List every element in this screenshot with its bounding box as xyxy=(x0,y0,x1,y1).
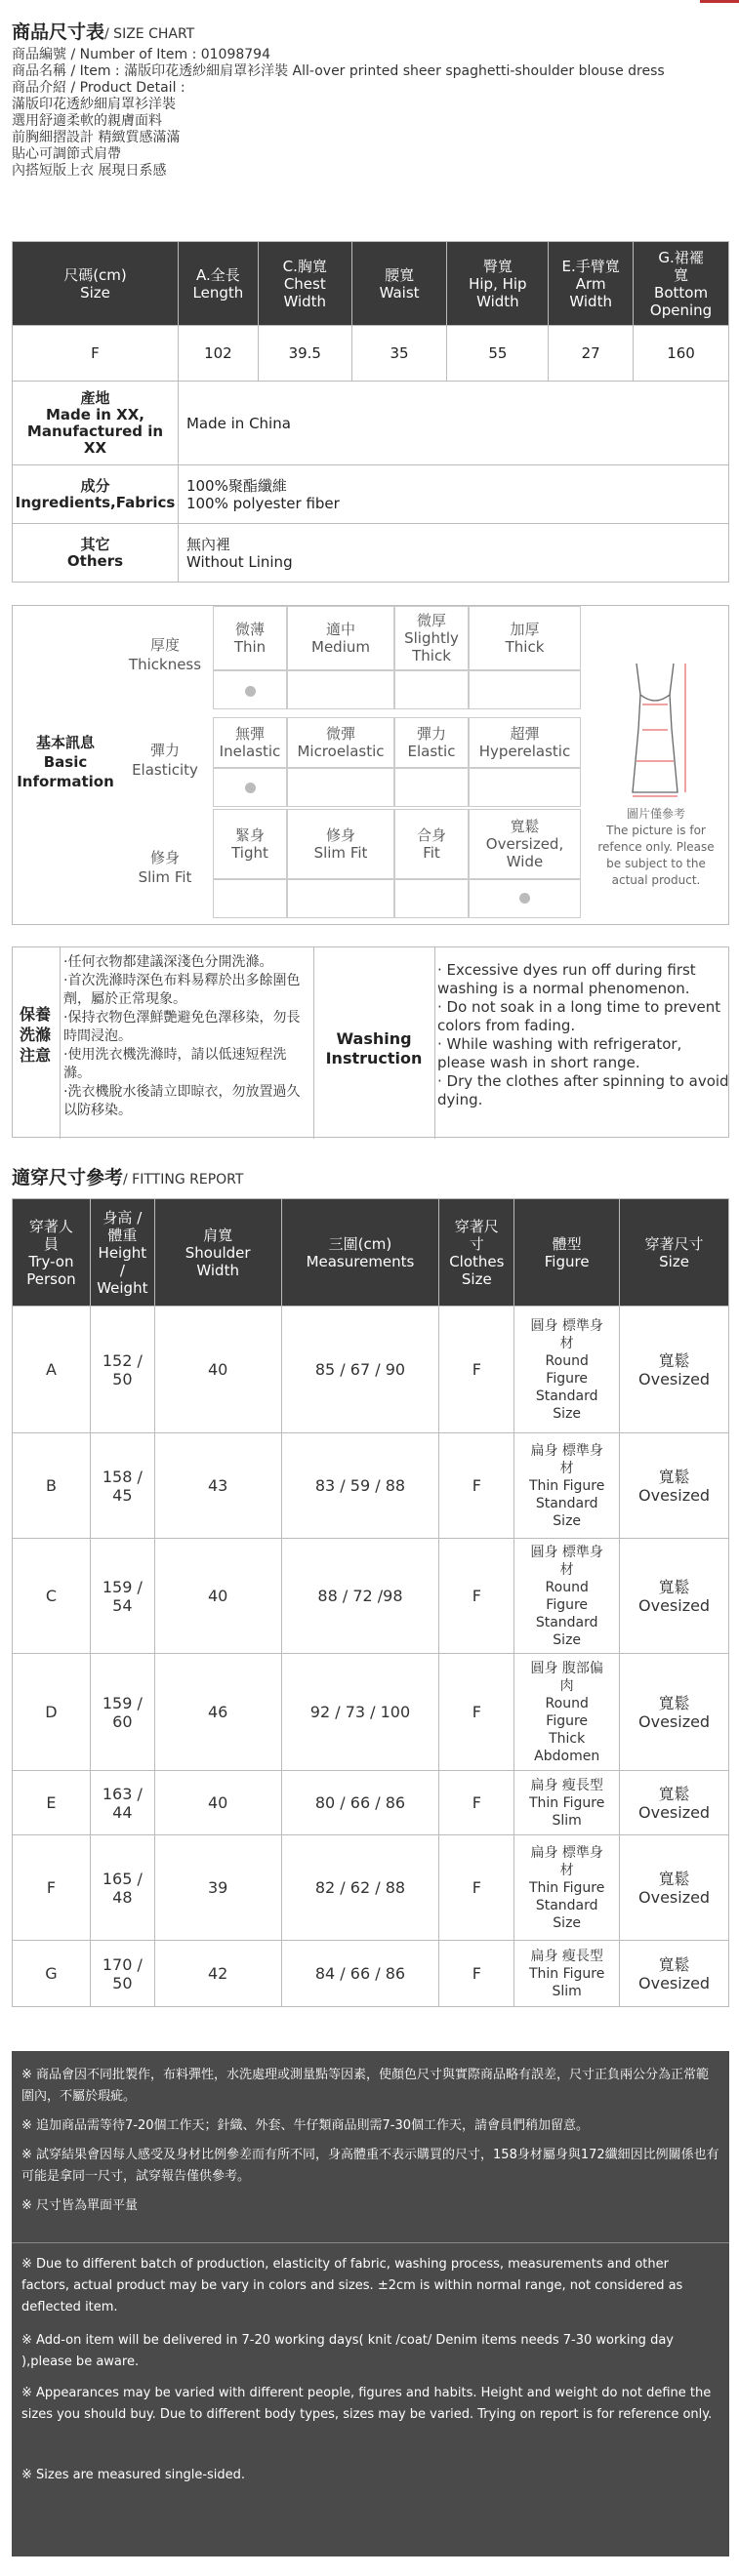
cell-figure: 扁身 標準身 材 Thin Figure Standard Size xyxy=(514,1835,620,1941)
dress-diagram-icon xyxy=(597,656,713,802)
cell-clothes-size: F xyxy=(439,1771,514,1835)
detail-line: 內搭短版上衣 展現日系感 xyxy=(12,163,167,179)
size-table xyxy=(12,241,729,583)
header-waist: 腰寬 Waist xyxy=(351,242,447,326)
cell-shoulder: 42 xyxy=(154,1941,281,2007)
cell-shoulder: 40 xyxy=(154,1307,281,1433)
size-chart-subtitle: / SIZE CHART xyxy=(104,26,195,42)
thickness-label: 厚度 Thickness xyxy=(128,636,202,673)
cell-measurements: 88 / 72 /98 xyxy=(281,1539,439,1654)
cell-person: E xyxy=(13,1771,91,1835)
elasticity-mark-cell xyxy=(469,768,581,807)
cell-person: B xyxy=(13,1433,91,1539)
detail-line: 貼心可調節式肩帶 xyxy=(12,146,121,162)
cell-figure: 圓身 標準身 材 Round Figure Standard Size xyxy=(514,1539,620,1654)
fitting-row xyxy=(13,1307,729,1433)
cell-figure: 圓身 標準身 材 Round Figure Standard Size xyxy=(514,1307,620,1433)
others-value: 無內裡 Without Lining xyxy=(178,524,728,583)
cell-measurements: 85 / 67 / 90 xyxy=(281,1307,439,1433)
notes-divider xyxy=(12,2242,729,2243)
header-chest: C.胸寬 Chest Width xyxy=(258,242,351,326)
fit-label: 修身 Slim Fit xyxy=(138,849,192,886)
fit-mark-cell xyxy=(287,879,394,918)
size-chart-title: 商品尺寸表 xyxy=(12,21,105,43)
cell-figure: 圓身 腹部偏 肉 Round Figure Thick Abdomen xyxy=(514,1654,620,1771)
fit-selected-dot xyxy=(519,893,530,904)
washing-en-list: · Excessive dyes run off during first washing is a normal phenomenon. · Do not soak in a long time to prevent colors from fading. · While washing with refrigerator, please wash in short range. · Dry the clothes after spinning to avoid dying. xyxy=(437,961,729,1108)
basic-info-title: 基本訊息 Basic Information xyxy=(17,734,114,790)
cell-wear-size: 寬鬆 Ovesized xyxy=(620,1539,729,1654)
divider xyxy=(434,947,435,1139)
cell-person: G xyxy=(13,1941,91,2007)
elasticity-option: 彈力 Elastic xyxy=(394,717,469,768)
cell-clothes-size: F xyxy=(439,1539,514,1654)
header-person: 穿著人 員 Try-on Person xyxy=(13,1199,91,1307)
cell-height-weight: 152 / 50 xyxy=(90,1307,154,1433)
fabric-value: 100%聚酯纖維 100% polyester fiber xyxy=(178,465,728,524)
fit-option: 緊身 Tight xyxy=(213,809,287,879)
thickness-mark-cell xyxy=(394,670,469,709)
header-wear-size: 穿著尺寸 Size xyxy=(620,1199,729,1307)
cell-bottom: 160 xyxy=(634,326,729,382)
note-en: ※ Due to different batch of production, elasticity of fabric, washing process, measurements and other factors, actual product may be vary in colors and sizes. ±2cm is within normal range, not considered as deflected item. xyxy=(21,2257,683,2314)
cell-clothes-size: F xyxy=(439,1941,514,2007)
origin-label: 產地 Made in XX, Manufactured in XX xyxy=(13,382,179,465)
cell-wear-size: 寬鬆 Ovesized xyxy=(620,1307,729,1433)
cell-measurements: 84 / 66 / 86 xyxy=(281,1941,439,2007)
elasticity-option: 無彈 Inelastic xyxy=(213,717,287,768)
cell-shoulder: 46 xyxy=(154,1654,281,1771)
cell-height-weight: 159 / 60 xyxy=(90,1654,154,1771)
elasticity-mark-cell xyxy=(394,768,469,807)
item-number: 商品編號 / Number of Item : 01098794 xyxy=(12,47,270,62)
cell-person: A xyxy=(13,1307,91,1433)
product-info xyxy=(12,47,729,180)
others-row xyxy=(13,524,729,583)
header-height-weight: 身高 / 體重 Height / Weight xyxy=(90,1199,154,1307)
cell-shoulder: 40 xyxy=(154,1539,281,1654)
header-size: 尺碼(cm) Size xyxy=(13,242,179,326)
thickness-option: 微厚 Slightly Thick xyxy=(394,606,469,670)
thickness-option: 適中 Medium xyxy=(287,606,394,670)
elasticity-selected-dot xyxy=(245,783,256,793)
cell-figure: 扁身 瘦長型 Thin Figure Slim xyxy=(514,1771,620,1835)
divider xyxy=(313,947,314,1139)
cell-clothes-size: F xyxy=(439,1654,514,1771)
notes-panel xyxy=(12,2051,729,2556)
cell-size: F xyxy=(13,326,179,382)
origin-row xyxy=(13,382,729,465)
cell-height-weight: 158 / 45 xyxy=(90,1433,154,1539)
header-measurements: 三圍(cm) Measurements xyxy=(281,1199,439,1307)
cell-person: F xyxy=(13,1835,91,1941)
fit-option: 合身 Fit xyxy=(394,809,469,879)
cell-hip: 55 xyxy=(447,326,549,382)
note-zh: ※ 試穿結果會因每人感受及身材比例參差而有所不同，身高體重不表示購買的尺寸，158身材屬身與172纖細因比例關係也有可能是拿同一尺寸，試穿報告僅供參考。 xyxy=(21,2148,719,2184)
fitting-row xyxy=(13,1941,729,2007)
header-hip: 臀寬 Hip, Hip Width xyxy=(447,242,549,326)
corner-accent xyxy=(700,0,739,3)
thickness-mark-cell xyxy=(287,670,394,709)
fit-mark-cell xyxy=(213,879,287,918)
cell-height-weight: 159 / 54 xyxy=(90,1539,154,1654)
note-zh: ※ 尺寸皆為單面平量 xyxy=(21,2198,139,2213)
page-title xyxy=(12,18,194,44)
washing-zh-list: ·任何衣物都建議深淺色分開洗滌。 ·首次洗滌時深色布料易釋於出多餘圍色劑，屬於正常現象。 ·保持衣物色澤鮮艷避免色澤移染，勿長時間浸泡。 ·使用洗衣機洗滌時，請以低速短程洗滌。 ·洗衣機脫水後請立即晾衣，勿放置過久以防移染。 xyxy=(63,954,301,1118)
header-bottom: G.裙襬 寬 Bottom Opening xyxy=(634,242,729,326)
cell-clothes-size: F xyxy=(439,1835,514,1941)
fabric-row xyxy=(13,465,729,524)
cell-wear-size: 寬鬆 Ovesized xyxy=(620,1771,729,1835)
header-shoulder: 肩寬 Shoulder Width xyxy=(154,1199,281,1307)
note-zh: ※ 商品會因不同批製作，布料彈性，水洗處理或測量點等因素，使顏色尺寸與實際商品略有誤差，尺寸正負兩公分為正常範圍內，不屬於瑕疵。 xyxy=(21,2068,710,2104)
cell-figure: 扁身 瘦長型 Thin Figure Slim xyxy=(514,1941,620,2007)
header-length: A.全長 Length xyxy=(178,242,258,326)
cell-wear-size: 寬鬆 Ovesized xyxy=(620,1835,729,1941)
cell-clothes-size: F xyxy=(439,1307,514,1433)
note-en: ※ Add-on item will be delivered in 7-20 working days( knit /coat/ Denim items needs 7-30 working day ),please be aware. xyxy=(21,2333,674,2369)
note-zh: ※ 追加商品需等待7-20個工作天；針織、外套、牛仔類商品則需7-30個工作天，請會員們稍加留意。 xyxy=(21,2118,590,2133)
cell-shoulder: 39 xyxy=(154,1835,281,1941)
fit-option: 修身 Slim Fit xyxy=(287,809,394,879)
thickness-mark-cell xyxy=(469,670,581,709)
cell-clothes-size: F xyxy=(439,1433,514,1539)
cell-length: 102 xyxy=(178,326,258,382)
divider xyxy=(60,947,61,1139)
cell-wear-size: 寬鬆 Ovesized xyxy=(620,1941,729,2007)
thickness-selected-dot xyxy=(245,686,256,697)
fitting-title: 適穿尺寸參考/ FITTING REPORT xyxy=(12,1167,244,1188)
cell-wear-size: 寬鬆 Ovesized xyxy=(620,1654,729,1771)
detail-line: 選用舒適柔軟的親膚面料 xyxy=(12,113,162,129)
detail-line: 前胸細摺設計 精緻質感滿滿 xyxy=(12,130,181,145)
washing-zh-title: 保養 洗滌 注意 xyxy=(19,1005,51,1065)
cell-person: C xyxy=(13,1539,91,1654)
elasticity-label: 彈力 Elasticity xyxy=(132,742,198,779)
cell-measurements: 92 / 73 / 100 xyxy=(281,1654,439,1771)
detail-title: 商品介紹 / Product Detail : xyxy=(12,80,185,96)
cell-wear-size: 寬鬆 Ovesized xyxy=(620,1433,729,1539)
header-clothes-size: 穿著尺 寸 Clothes Size xyxy=(439,1199,514,1307)
size-header-row xyxy=(13,242,729,326)
cell-measurements: 83 / 59 / 88 xyxy=(281,1433,439,1539)
note-en: ※ Appearances may be varied with different people, figures and habits. Height and weight do not define the sizes you should buy. Due to different body types, sizes may be varied. Trying on report is for reference only. xyxy=(21,2386,713,2422)
washing-box xyxy=(12,946,729,1138)
size-row xyxy=(13,326,729,382)
picture-note: 圖片僅參考 The picture is for refence only. Please be subject to the actual product. xyxy=(597,807,715,887)
item-name: 商品名稱 / Item : 滿版印花透紗細肩罩衫洋裝 All-over printed sheer spaghetti-shoulder blouse dress xyxy=(12,63,665,79)
fitting-table xyxy=(12,1198,729,2007)
cell-figure: 扁身 標準身 材 Thin Figure Standard Size xyxy=(514,1433,620,1539)
fabric-label: 成分 Ingredients,Fabrics xyxy=(13,465,179,524)
cell-arm: 27 xyxy=(549,326,634,382)
header-arm: E.手臂寬 Arm Width xyxy=(549,242,634,326)
origin-value: Made in China xyxy=(178,382,728,465)
fitting-header-row xyxy=(13,1199,729,1307)
fit-option: 寬鬆 Oversized, Wide xyxy=(469,809,581,879)
cell-height-weight: 163 / 44 xyxy=(90,1771,154,1835)
header-figure: 體型 Figure xyxy=(514,1199,620,1307)
elasticity-option: 微彈 Microelastic xyxy=(287,717,394,768)
cell-shoulder: 43 xyxy=(154,1433,281,1539)
cell-height-weight: 170 / 50 xyxy=(90,1941,154,2007)
others-label: 其它 Others xyxy=(13,524,179,583)
cell-height-weight: 165 / 48 xyxy=(90,1835,154,1941)
detail-line: 滿版印花透紗細肩罩衫洋裝 xyxy=(12,97,176,112)
fitting-row xyxy=(13,1654,729,1771)
note-en: ※ Sizes are measured single-sided. xyxy=(21,2468,246,2482)
fitting-row xyxy=(13,1433,729,1539)
fitting-row xyxy=(13,1771,729,1835)
fitting-row xyxy=(13,1835,729,1941)
cell-shoulder: 40 xyxy=(154,1771,281,1835)
cell-measurements: 82 / 62 / 88 xyxy=(281,1835,439,1941)
thickness-option: 加厚 Thick xyxy=(469,606,581,670)
thickness-option: 微薄 Thin xyxy=(213,606,287,670)
washing-en-title: Washing Instruction xyxy=(325,1029,423,1067)
cell-person: D xyxy=(13,1654,91,1771)
elasticity-mark-cell xyxy=(287,768,394,807)
fit-mark-cell xyxy=(394,879,469,918)
elasticity-option: 超彈 Hyperelastic xyxy=(469,717,581,768)
fitting-row xyxy=(13,1539,729,1654)
cell-waist: 35 xyxy=(351,326,447,382)
cell-chest: 39.5 xyxy=(258,326,351,382)
cell-measurements: 80 / 66 / 86 xyxy=(281,1771,439,1835)
